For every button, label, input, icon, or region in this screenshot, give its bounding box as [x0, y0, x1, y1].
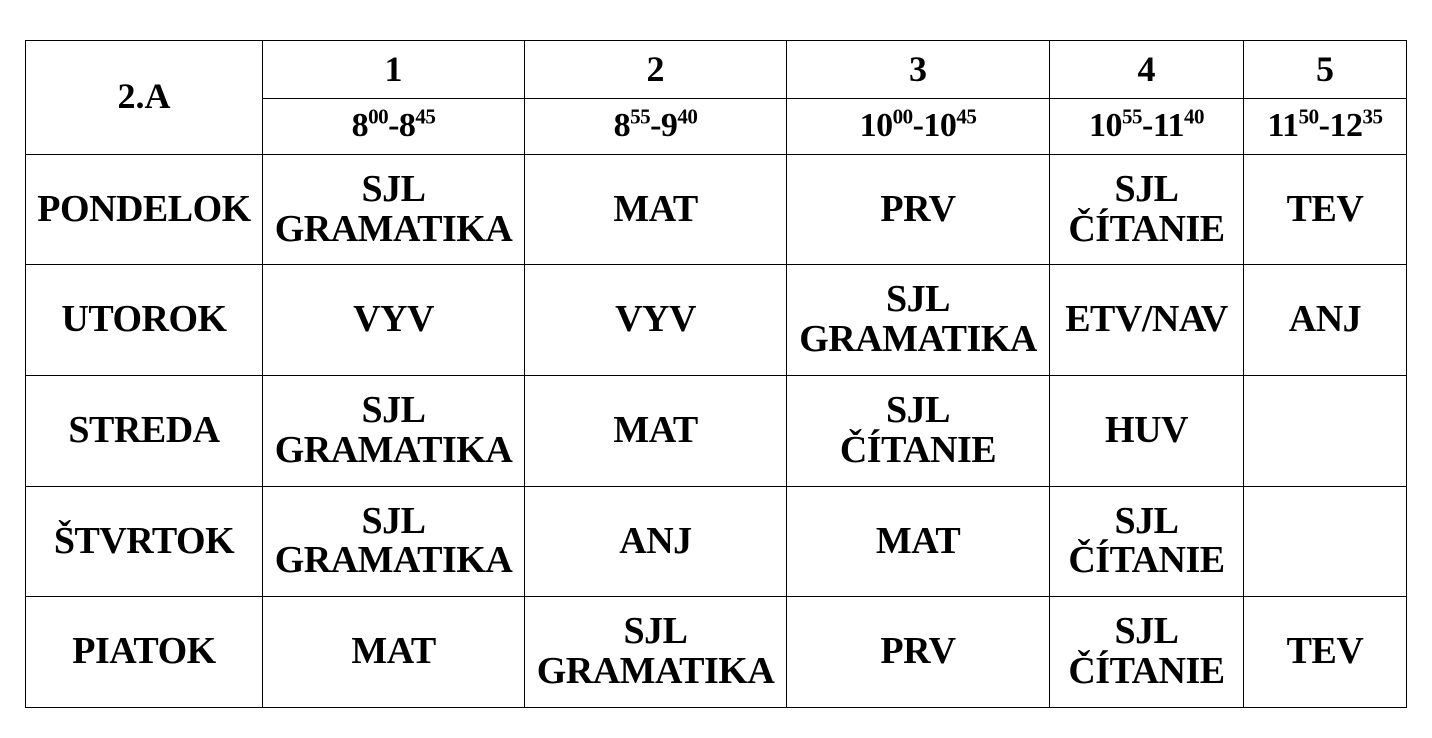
period-number: 3 [787, 41, 1050, 99]
lesson-cell: SJL ČÍTANIE [1050, 597, 1244, 708]
lesson-cell: TEV [1244, 154, 1407, 265]
lesson-cell: ANJ [1244, 265, 1407, 376]
lesson-cell: SJL ČÍTANIE [1050, 486, 1244, 597]
lesson-cell: VYV [525, 265, 787, 376]
lesson-cell: ANJ [525, 486, 787, 597]
day-row [26, 154, 1407, 265]
lesson-cell: MAT [263, 597, 525, 708]
lesson-cell: SJL GRAMATIKA [525, 597, 787, 708]
period-number-row [26, 41, 1407, 99]
day-row [26, 486, 1407, 597]
class-label: 2.A [26, 41, 263, 155]
lesson-cell: SJL GRAMATIKA [263, 486, 525, 597]
period-time: $10^{00}-10^{45}$ [787, 98, 1050, 154]
lesson-cell: HUV [1050, 376, 1244, 487]
lesson-cell: SJL ČÍTANIE [787, 376, 1050, 487]
lesson-cell: MAT [525, 376, 787, 487]
period-time: $11^{50}-12^{35}$ [1244, 98, 1407, 154]
day-name: PONDELOK [26, 154, 263, 265]
period-time: $8^{55}-9^{40}$ [525, 98, 787, 154]
lesson-cell: MAT [787, 486, 1050, 597]
lesson-cell: PRV [787, 597, 1050, 708]
lesson-cell: TEV [1244, 597, 1407, 708]
day-name: ŠTVRTOK [26, 486, 263, 597]
period-number: 1 [263, 41, 525, 99]
lesson-cell: SJL GRAMATIKA [263, 376, 525, 487]
day-name: UTOROK [26, 265, 263, 376]
lesson-cell: SJL GRAMATIKA [263, 154, 525, 265]
day-row [26, 265, 1407, 376]
lesson-cell [1244, 376, 1407, 487]
day-row [26, 597, 1407, 708]
lesson-cell: SJL GRAMATIKA [787, 265, 1050, 376]
period-time: $10^{55}-11^{40}$ [1050, 98, 1244, 154]
lesson-cell: PRV [787, 154, 1050, 265]
lesson-cell [1244, 486, 1407, 597]
day-name: STREDA [26, 376, 263, 487]
lesson-cell: SJL ČÍTANIE [1050, 154, 1244, 265]
lesson-cell: ETV/NAV [1050, 265, 1244, 376]
lesson-cell: VYV [263, 265, 525, 376]
timetable [25, 40, 1407, 708]
day-row [26, 376, 1407, 487]
period-number: 5 [1244, 41, 1407, 99]
period-time: $8^{00}-8^{45}$ [263, 98, 525, 154]
lesson-cell: MAT [525, 154, 787, 265]
period-number: 4 [1050, 41, 1244, 99]
day-name: PIATOK [26, 597, 263, 708]
period-number: 2 [525, 41, 787, 99]
